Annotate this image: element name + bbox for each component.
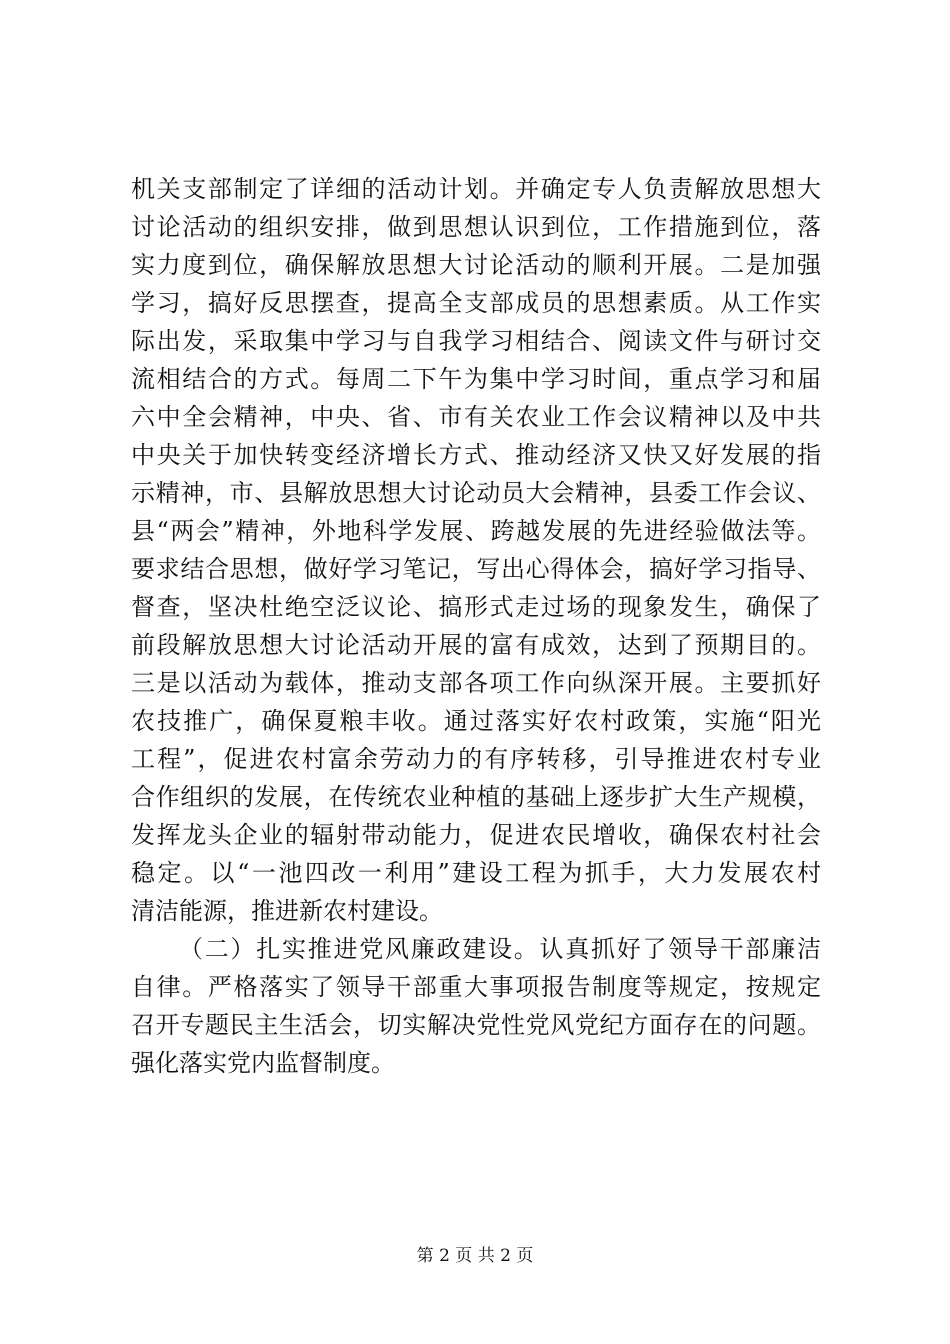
text-line-20: 清洁能源，推进新农村建设。 xyxy=(131,897,443,925)
text-line-24: 强化落实党内监督制度。 xyxy=(131,1049,395,1077)
text-line-4: 学习，搞好反思摆查，提高全支部成员的思想素质。从工作实 xyxy=(131,289,821,317)
text-line-1: 机关支部制定了详细的活动计划。并确定专人负责解放思想大 xyxy=(131,175,821,203)
text-line-22: 自律。严格落实了领导干部重大事项报告制度等规定，按规定 xyxy=(131,973,821,1001)
text-line-12: 督查，坚决杜绝空泛议论、搞形式走过场的现象发生，确保了 xyxy=(131,593,821,621)
document-body xyxy=(131,170,821,1082)
text-line-13: 前段解放思想大讨论活动开展的富有成效，达到了预期目的。 xyxy=(131,631,821,659)
text-line-23: 召开专题民主生活会，切实解决党性党风党纪方面存在的问题。 xyxy=(131,1011,821,1039)
text-line-5: 际出发，采取集中学习与自我学习相结合、阅读文件与研讨交 xyxy=(131,327,821,355)
text-line-7: 六中全会精神，中央、省、市有关农业工作会议精神以及中共 xyxy=(131,403,821,431)
text-line-21: （二）扎实推进党风廉政建设。认真抓好了领导干部廉洁 xyxy=(179,935,821,963)
text-line-16: 工程”，促进农村富余劳动力的有序转移，引导推进农村专业 xyxy=(131,745,821,773)
text-line-3: 实力度到位，确保解放思想大讨论活动的顺利开展。二是加强 xyxy=(131,251,821,279)
text-line-15: 农技推广，确保夏粮丰收。通过落实好农村政策，实施“阳光 xyxy=(131,707,821,735)
text-line-17: 合作组织的发展，在传统农业种植的基础上逐步扩大生产规模， xyxy=(131,783,821,811)
text-line-8: 中央关于加快转变经济增长方式、推动经济又快又好发展的指 xyxy=(131,441,821,469)
text-line-9: 示精神，市、县解放思想大讨论动员大会精神，县委工作会议、 xyxy=(131,479,821,507)
text-line-10: 县“两会”精神，外地科学发展、跨越发展的先进经验做法等。 xyxy=(131,517,821,545)
text-line-19: 稳定。以“一池四改一利用”建设工程为抓手，大力发展农村 xyxy=(131,859,821,887)
page-number-footer: 第 2 页 共 2 页 xyxy=(416,1246,534,1266)
text-line-2: 讨论活动的组织安排，做到思想认识到位，工作措施到位，落 xyxy=(131,213,821,241)
text-line-18: 发挥龙头企业的辐射带动能力，促进农民增收，确保农村社会 xyxy=(131,821,821,849)
text-line-11: 要求结合思想，做好学习笔记，写出心得体会，搞好学习指导、 xyxy=(131,555,821,583)
text-line-14: 三是以活动为载体，推动支部各项工作向纵深开展。主要抓好 xyxy=(131,669,821,697)
text-line-6: 流相结合的方式。每周二下午为集中学习时间，重点学习和届 xyxy=(131,365,821,393)
